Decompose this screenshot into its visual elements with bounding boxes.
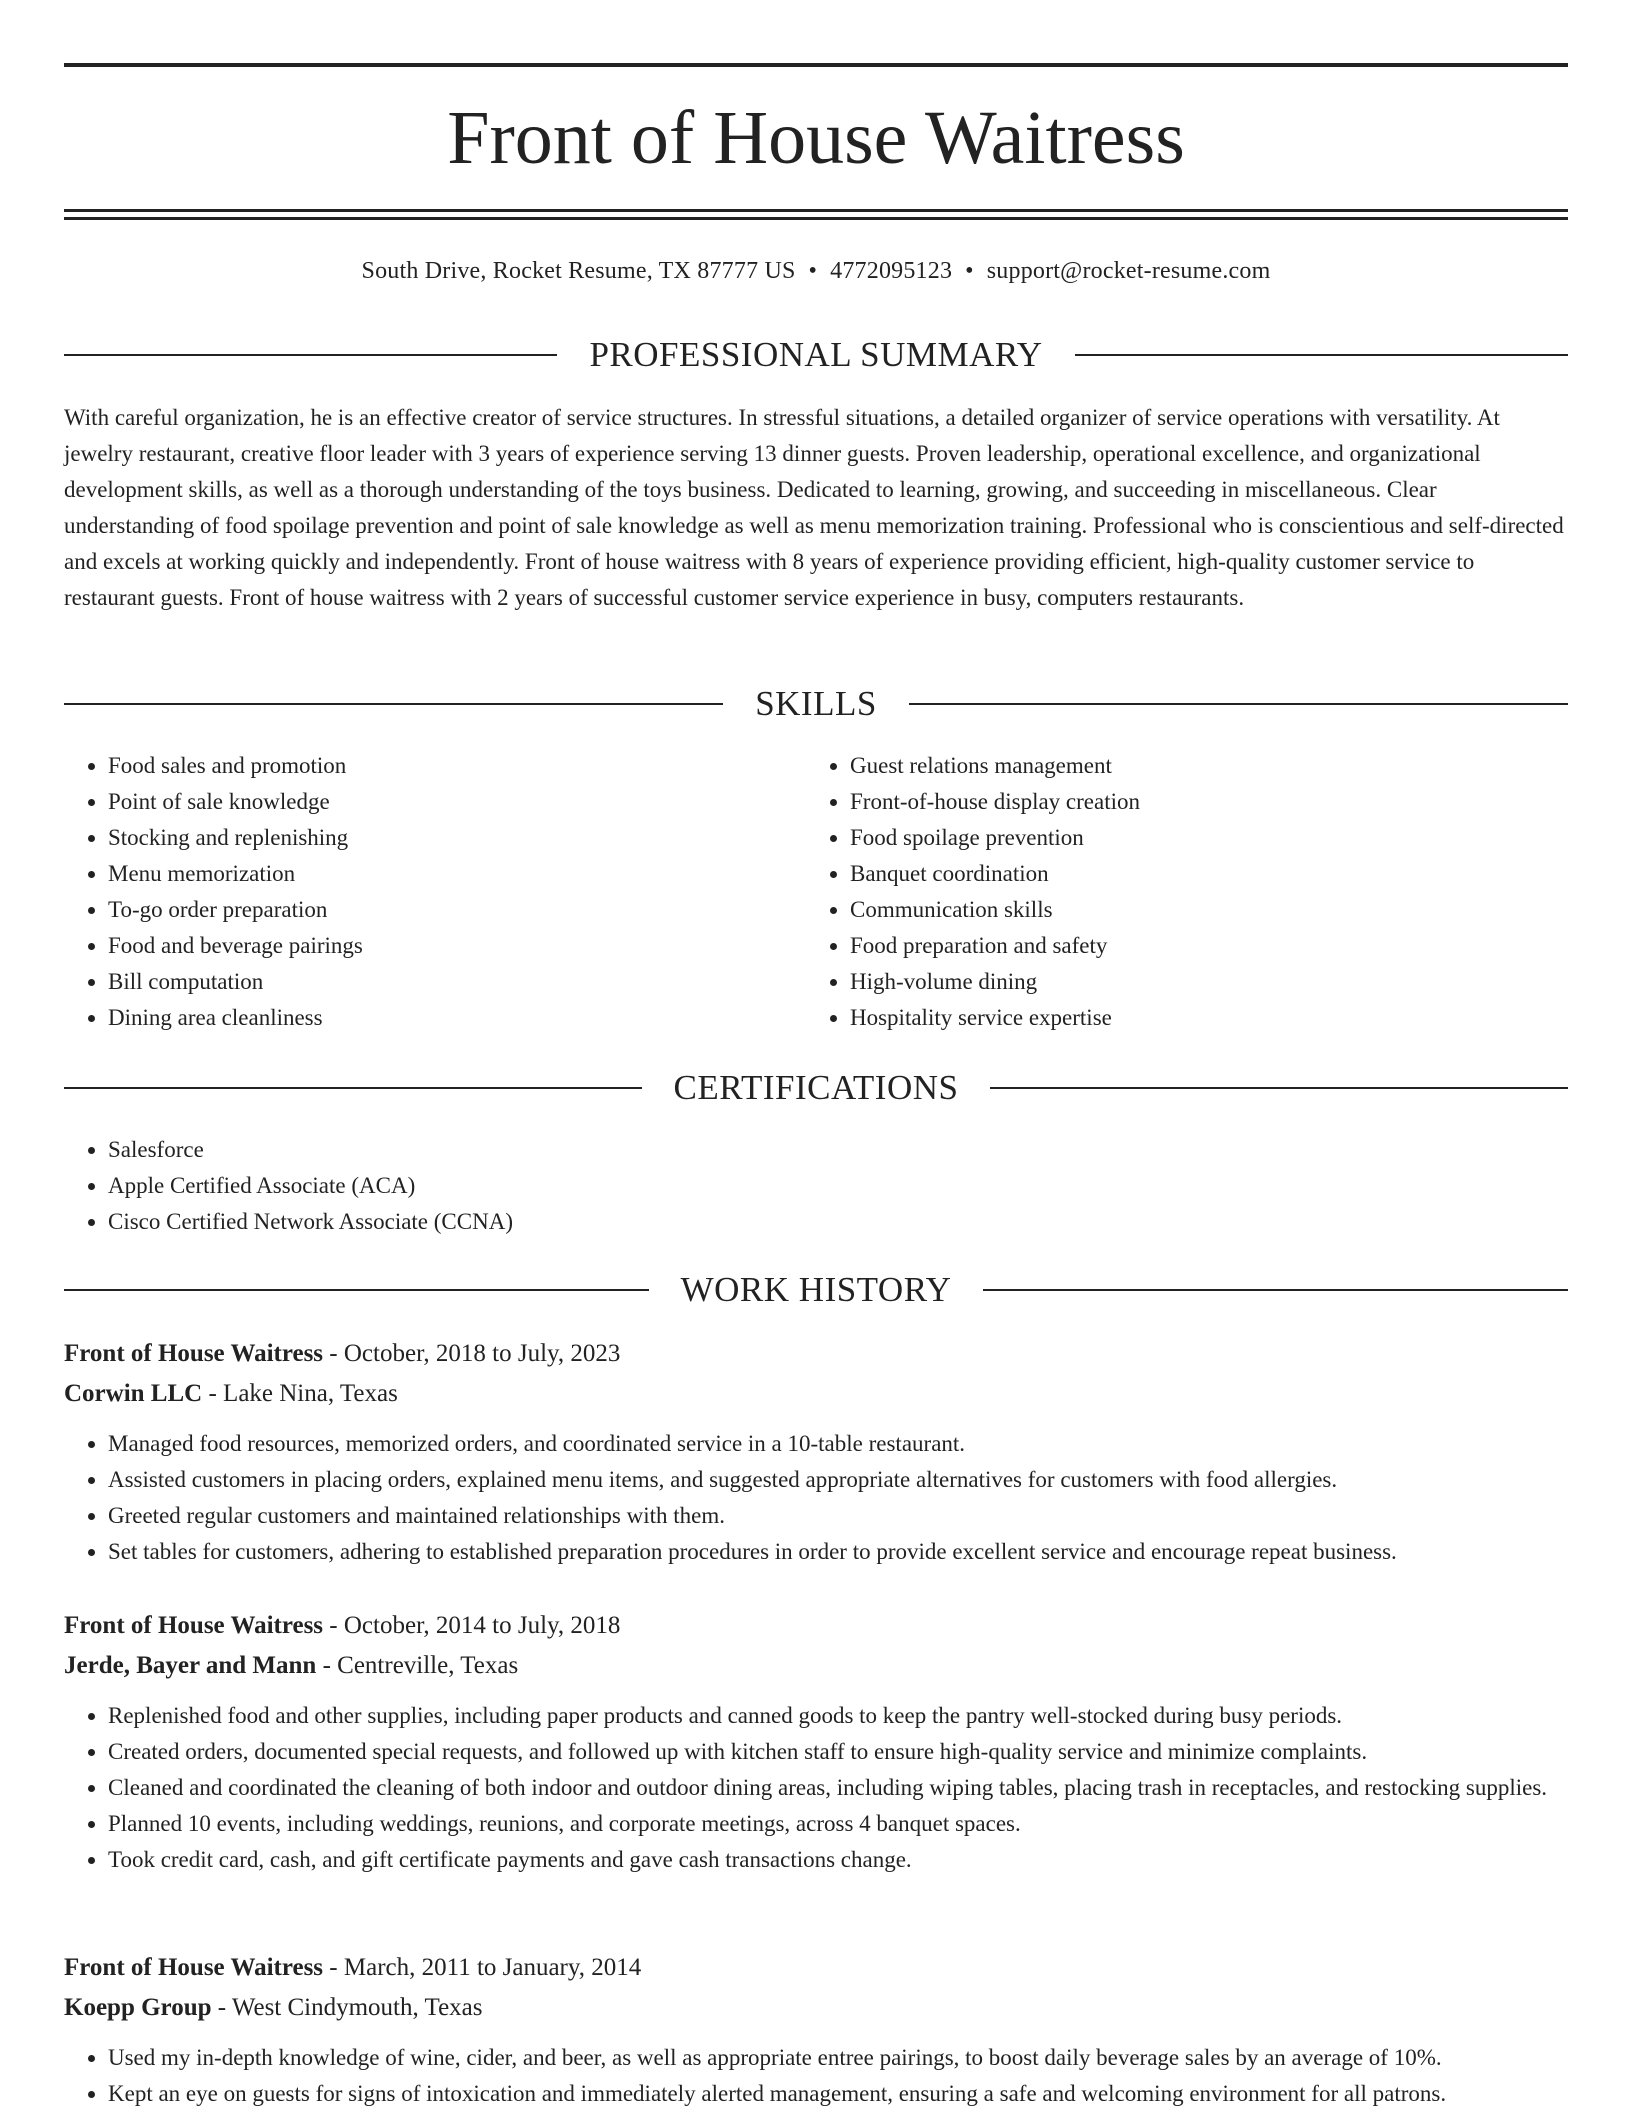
header-top-rule (64, 63, 1568, 67)
job-location: - Centreville, Texas (316, 1652, 519, 1679)
section-title-work-history: WORK HISTORY (680, 1270, 952, 1309)
section-title-skills: SKILLS (755, 684, 877, 723)
skill-item: • Guest relations management (850, 748, 1506, 784)
skill-item: • Banquet coordination (850, 856, 1506, 892)
job-title-line (64, 1334, 1568, 1374)
section-divider (64, 354, 557, 356)
contact-separator: • (808, 258, 818, 284)
certifications-list (64, 1132, 1064, 1240)
job-bullets (64, 1426, 1568, 1570)
contact-separator: • (965, 258, 974, 284)
section-divider (64, 1087, 642, 1089)
job-title-line (64, 1606, 1568, 1646)
contact-line (64, 254, 1568, 288)
job-title: Front of House Waitress (64, 1954, 324, 1981)
job-bullet: • Replenished food and other supplies, including paper products and canned goods to keep the pantry well-stocked during busy periods. (108, 1698, 1568, 1734)
skill-item: • Stocking and replenishing (108, 820, 744, 856)
certifications-block (64, 1132, 1064, 1240)
job-dates: - March, 2011 to January, 2014 (323, 1954, 642, 1981)
job-entry (64, 1334, 1568, 1570)
section-header-skills (64, 684, 1568, 724)
skill-item: • Front-of-house display creation (850, 784, 1506, 820)
job-bullets (64, 2040, 1568, 2112)
section-divider (990, 1087, 1568, 1089)
job-bullets (64, 1698, 1568, 1878)
skills-column-left (64, 748, 744, 1036)
contact-email[interactable]: support@rocket-resume.com (986, 258, 1271, 284)
skill-item: • Communication skills (850, 892, 1506, 928)
certification-item: • Salesforce (108, 1132, 1064, 1168)
job-title: Front of House Waitress (64, 1612, 324, 1639)
job-location: - Lake Nina, Texas (202, 1380, 398, 1407)
skill-item: • Point of sale knowledge (108, 784, 744, 820)
job-entry (64, 1606, 1568, 1878)
section-title-certifications: CERTIFICATIONS (673, 1068, 959, 1107)
job-bullet: • Created orders, documented special requests, and followed up with kitchen staff to ensure high-quality service and minimize complaints. (108, 1734, 1568, 1770)
skill-item: • High-volume dining (850, 964, 1506, 1000)
skill-item: • To-go order preparation (108, 892, 744, 928)
section-divider (983, 1289, 1568, 1291)
job-title: Front of House Waitress (64, 1340, 324, 1367)
job-bullet: • Planned 10 events, including weddings, reunions, and corporate meetings, across 4 banquet spaces. (108, 1806, 1568, 1842)
header-double-rule-lower (64, 217, 1568, 220)
job-bullet: • Used my in-depth knowledge of wine, cider, and beer, as well as appropriate entree pairings, to boost daily beverage sales by an average of 10%. (108, 2040, 1568, 2076)
section-divider (64, 1289, 649, 1291)
summary-text: With careful organization, he is an effective creator of service structures. In stressful situations, a detailed organizer of service operations with versatility. At jewelry restaurant, creative floor leader with 3 years of experience serving 13 dinner guests. Proven leadership, operational excellence, and organizational development skills, as well as a thorough understanding of the toys business. Dedicated to learning, growing, and succeeding in miscellaneous. Clear understanding of food spoilage prevention and point of sale knowledge as well as menu memorization training. Professional who is conscientious and self-directed and excels at working quickly and independently. Front of house waitress with 8 years of experience providing efficient, high-quality customer service to restaurant guests. Front of house waitress with 2 years of successful customer service experience in busy, computers restaurants. (64, 405, 1564, 610)
skills-column-right (806, 748, 1506, 1036)
job-title-line (64, 1948, 1568, 1988)
header-double-rule-upper (64, 209, 1568, 212)
job-company: Corwin LLC (64, 1380, 203, 1407)
skill-item: • Food sales and promotion (108, 748, 744, 784)
job-company: Koepp Group (64, 1994, 212, 2021)
skill-item: • Food spoilage prevention (850, 820, 1506, 856)
section-divider (1075, 354, 1568, 356)
skill-item: • Hospitality service expertise (850, 1000, 1506, 1036)
section-header-certifications (64, 1068, 1568, 1108)
contact-phone: 4772095123 (830, 258, 953, 284)
contact-address: South Drive, Rocket Resume, TX 87777 US (361, 258, 796, 284)
certification-item: • Apple Certified Associate (ACA) (108, 1168, 1064, 1204)
section-divider (909, 703, 1568, 705)
candidate-name: Front of House Waitress (447, 96, 1185, 180)
section-header-summary (64, 335, 1568, 375)
job-bullet: • Cleaned and coordinated the cleaning of both indoor and outdoor dining areas, including wiping tables, placing trash in receptacles, and restocking supplies. (108, 1770, 1568, 1806)
certification-item: • Cisco Certified Network Associate (CCNA) (108, 1204, 1064, 1240)
job-entry (64, 1948, 1568, 2112)
job-company-line (64, 1646, 1568, 1686)
job-bullet: • Assisted customers in placing orders, explained menu items, and suggested appropriate alternatives for customers with food allergies. (108, 1462, 1568, 1498)
job-bullet: • Took credit card, cash, and gift certificate payments and gave cash transactions change. (108, 1842, 1568, 1878)
skill-item: • Menu memorization (108, 856, 744, 892)
section-title-summary: PROFESSIONAL SUMMARY (589, 335, 1043, 374)
job-bullet: • Kept an eye on guests for signs of intoxication and immediately alerted management, ensuring a safe and welcoming environment for all patrons. (108, 2076, 1568, 2112)
job-company-line (64, 1374, 1568, 1414)
job-dates: - October, 2018 to July, 2023 (323, 1340, 621, 1367)
skills-list-left (64, 748, 744, 1036)
job-location: - West Cindymouth, Texas (211, 1994, 483, 2021)
skill-item: • Bill computation (108, 964, 744, 1000)
job-company-line (64, 1988, 1568, 2028)
section-divider (64, 703, 723, 705)
job-dates: - October, 2014 to July, 2018 (323, 1612, 621, 1639)
skill-item: • Food and beverage pairings (108, 928, 744, 964)
job-bullet: • Set tables for customers, adhering to established preparation procedures in order to provide excellent service and encourage repeat business. (108, 1534, 1568, 1570)
section-header-work-history (64, 1270, 1568, 1310)
skills-list-right (806, 748, 1506, 1036)
skill-item: • Food preparation and safety (850, 928, 1506, 964)
job-company: Jerde, Bayer and Mann (64, 1652, 317, 1679)
job-bullet: • Managed food resources, memorized orders, and coordinated service in a 10-table restaurant. (108, 1426, 1568, 1462)
job-bullet: • Greeted regular customers and maintained relationships with them. (108, 1498, 1568, 1534)
skill-item: • Dining area cleanliness (108, 1000, 744, 1036)
